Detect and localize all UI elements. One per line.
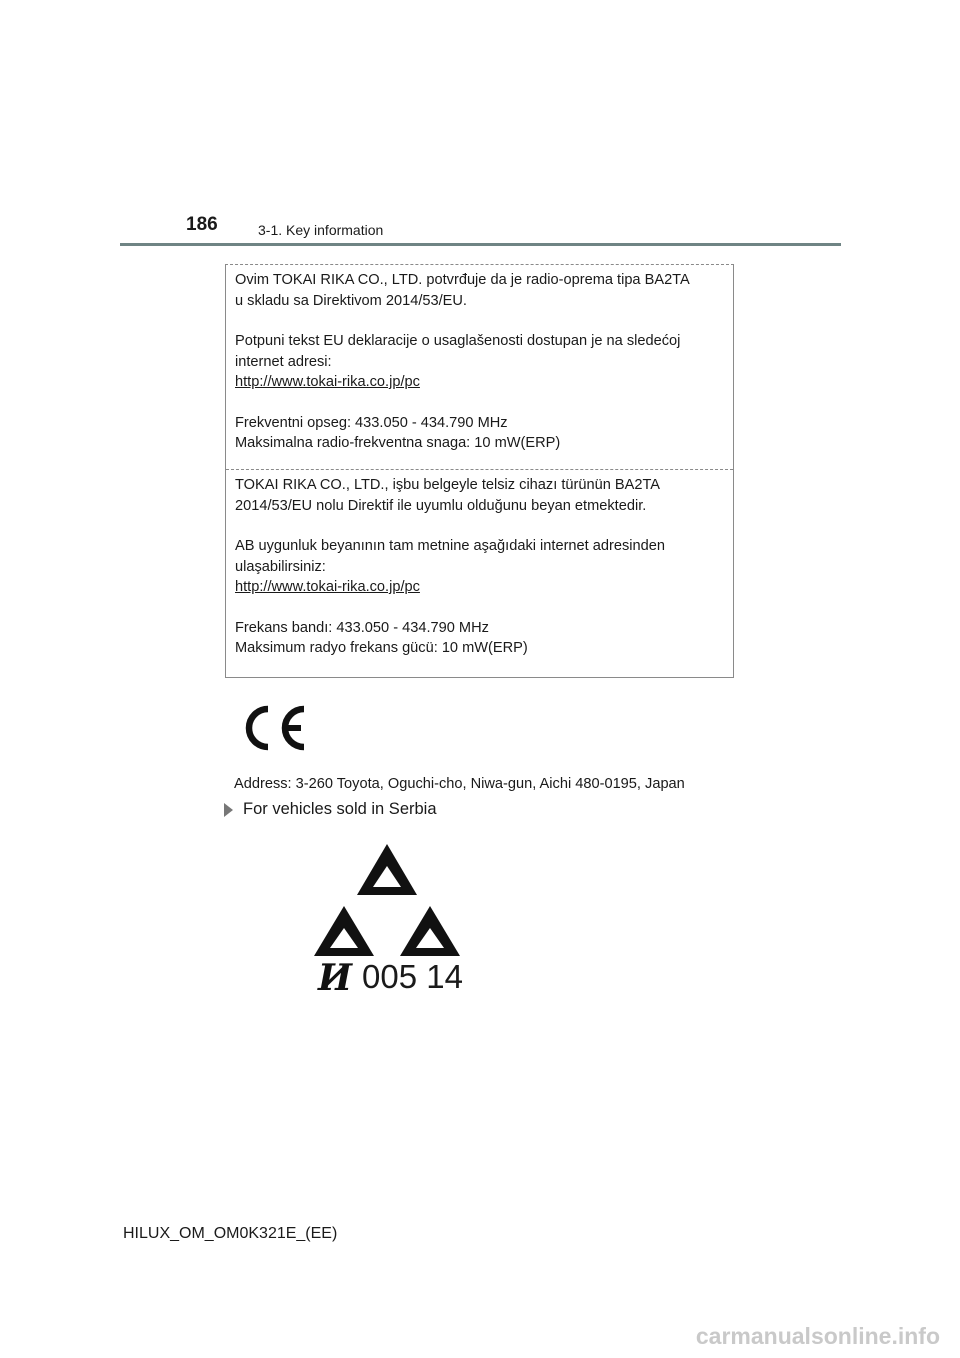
ce-mark-icon bbox=[240, 703, 310, 753]
svg-text:И: И bbox=[318, 957, 353, 999]
serbian-line-4: internet adresi: bbox=[235, 353, 332, 370]
serbian-line-3: Potpuni tekst EU deklaracije o usaglašenosti dostupan je na sledećoj bbox=[235, 333, 681, 349]
declaration-serbian bbox=[235, 270, 727, 454]
serbia-heading bbox=[224, 800, 437, 819]
watermark: carmanualsonline.info bbox=[695, 1323, 940, 1349]
bullet-triangle-icon bbox=[224, 803, 233, 817]
turkish-line-4: ulaşabilirsiniz: bbox=[235, 558, 326, 575]
serbian-mark-code: 005 14 bbox=[362, 958, 463, 995]
declaration-box bbox=[225, 264, 734, 678]
turkish-line-6: Maksimum radyo frekans gücü: 10 mW(ERP) bbox=[235, 640, 528, 656]
serbia-heading-text: For vehicles sold in Serbia bbox=[243, 800, 437, 818]
turkish-declaration-link[interactable]: http://www.tokai-rika.co.jp/pc bbox=[235, 579, 420, 595]
turkish-line-2: 2014/53/EU nolu Direktif ile uyumlu olduğunu beyan etmektedir. bbox=[235, 497, 647, 514]
page-number: 186 bbox=[186, 214, 218, 235]
serbian-line-1: Ovim TOKAI RIKA CO., LTD. potvrđuje da je radio-oprema tipa BA2TA bbox=[235, 272, 690, 288]
turkish-line-3: AB uygunluk beyanının tam metnine aşağıdaki internet adresinden bbox=[235, 538, 665, 554]
turkish-line-1: TOKAI RIKA CO., LTD., işbu belgeyle telsiz cihazı türünün BA2TA bbox=[235, 477, 661, 493]
serbian-line-2: u skladu sa Direktivom 2014/53/EU. bbox=[235, 292, 467, 309]
section-title: 3-1. Key information bbox=[258, 222, 384, 238]
declaration-divider bbox=[226, 469, 733, 470]
turkish-line-5: Frekans bandı: 433.050 - 434.790 MHz bbox=[235, 619, 489, 636]
serbian-declaration-link[interactable]: http://www.tokai-rika.co.jp/pc bbox=[235, 374, 420, 390]
header-rule bbox=[120, 243, 841, 246]
document-code: HILUX_OM_OM0K321E_(EE) bbox=[123, 1225, 338, 1242]
serbian-line-6: Maksimalna radio-frekventna snaga: 10 mW(ERP) bbox=[235, 435, 561, 451]
manufacturer-address: Address: 3-260 Toyota, Oguchi-cho, Niwa-gun, Aichi 480-0195, Japan bbox=[234, 776, 685, 792]
serbian-line-5: Frekventni opseg: 433.050 - 434.790 MHz bbox=[235, 414, 508, 431]
declaration-turkish bbox=[235, 475, 727, 659]
